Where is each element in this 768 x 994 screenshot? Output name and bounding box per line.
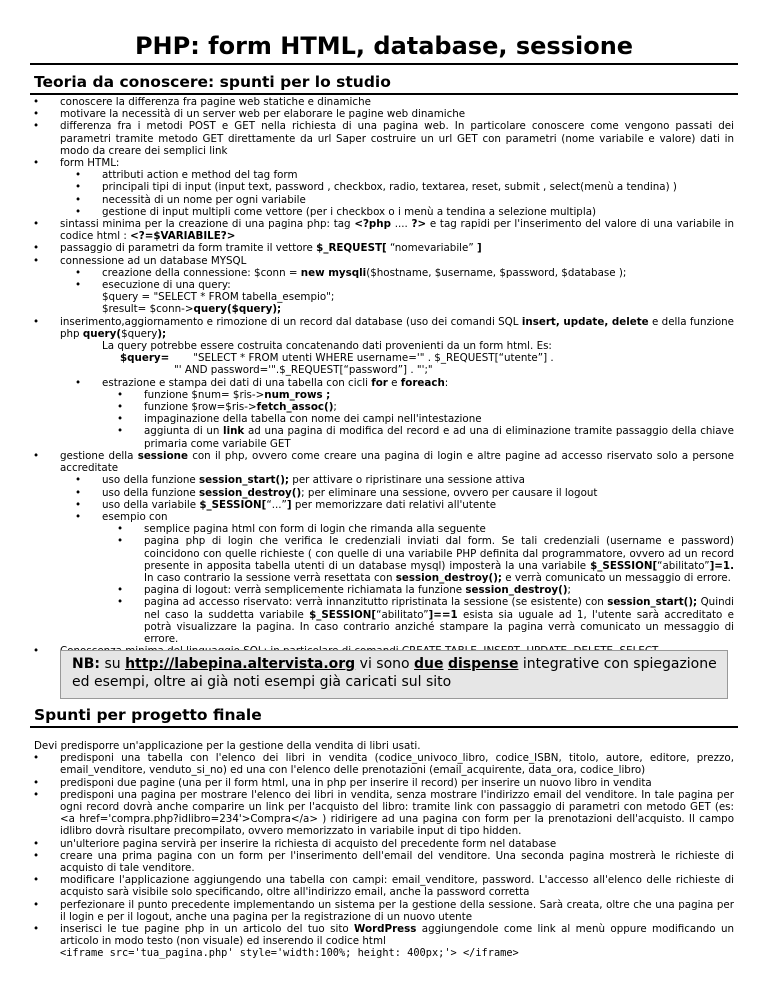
list-item: • gestione della sessione con il php, ovvero come creare una pagina di login e altre pagine ad accesso riservato solo a persone accreditate xyxy=(60,450,734,474)
section-heading-progetto: Spunti per progetto finale xyxy=(34,706,262,724)
list-item: • semplice pagina html con form di login che rimanda alla seguente xyxy=(60,523,734,535)
code-line: $result= $conn->query($query); xyxy=(102,303,282,316)
code-line: $query= "SELECT * FROM utenti WHERE username='" . $_REQUEST[“utente”] . xyxy=(120,352,554,365)
list-item: • modificare l'applicazione aggiungendo una tabella con campi: email_venditore, password. L'accesso all'elenco delle richieste di acquisto sarà visibile solo specificando, oltre all'indirizzo email, anche la password corretta xyxy=(60,874,734,898)
list-item: • predisponi una pagina per mostrare l'elenco dei libri in vendita, senza mostrare l'indirizzo email del venditore. In tale pagina per ogni record dovrà anche comparire un link per l'acquisto del libro: tramite link con passaggio di parametri con metodo GET (es: <a href='compra.php?idlibro=234'>Compra</a> ) ridirigere ad una pagina con form per la prenotazioni dell'acquisto. Il campo idlibro dovrà risultare precompilato, ovvero memorizzato in variabile input di tipo hidden. xyxy=(60,789,734,838)
list-item: • esecuzione di una query: xyxy=(60,279,734,291)
list-item: • funzione $row=$ris->fetch_assoc(); xyxy=(60,401,734,413)
list-item: • inserisci le tue pagine php in un articolo del tuo sito WordPress aggiungendole come link al menù oppure modificando un articolo in modo testo (non visuale) ed inserendo il codice html xyxy=(60,923,734,947)
list-item: • inserimento,aggiornamento e rimozione di un record dal database (uso dei comandi SQL insert, update, delete e della funzione php query($query); xyxy=(60,316,734,340)
text-line: La query potrebbe essere costruita concatenando dati provenienti da un form html. Es: xyxy=(102,340,552,353)
code-line: "' AND password='".$_REQUEST[“password”] . "';" xyxy=(174,364,433,377)
list-item: • uso della funzione session_start(); per attivare o ripristinare una sessione attiva xyxy=(60,474,734,486)
list-item: • gestione di input multipli come vettore (per i checkbox o i menù a tendina a selezione multipla) xyxy=(60,206,734,218)
list-item: • pagina ad accesso riservato: verrà innanzitutto ripristinata la sessione (se esistente) con session_start(); Quindi nel caso la suddetta variabile $_SESSION[“abilitato”]==1 esista sia uguale ad 1, l'utente sarà accreditato e potrà visualizzare la pagina. In caso contrario anziché stampare la pagina verrà comunicato un messaggio di errore. xyxy=(60,596,734,645)
list-item: • principali tipi di input (input text, password , checkbox, radio, textarea, reset, submit , select(menù a tendina) ) xyxy=(60,181,734,193)
theory-list xyxy=(60,96,734,657)
list-item: • differenza fra i metodi POST e GET nella richiesta di una pagina web. In particolare conoscere come vengono passati dei parametri tramite metodo GET direttamente da url Saper costruire un url GET con parametri (nome variabile e valore) dati in modo da creare dei semplici link xyxy=(60,120,734,157)
list-item: • predisponi due pagine (una per il form html, una in php per inserire il record) per inserire un nuovo libro in vendita xyxy=(60,777,734,789)
page-title: PHP: form HTML, database, sessione xyxy=(134,32,634,60)
list-item: • pagina di logout: verrà semplicemente richiamata la funzione session_destroy(); xyxy=(60,584,734,596)
list-item: • perfezionare il punto precedente implementando un sistema per la gestione della sessione. Sarà creata, oltre che una pagina per il login e per il logout, anche una pagina per la registrazione di un nuovo utente xyxy=(60,899,734,923)
list-item: • creare una prima pagina con un form per l'inserimento dell'email del venditore. Una seconda pagina mostrerà le richieste di acquisto di tale venditore. xyxy=(60,850,734,874)
list-item: • necessità di un nome per ogni variabile xyxy=(60,194,734,206)
list-item: • conoscere la differenza fra pagine web statiche e dinamiche xyxy=(60,96,734,108)
list-item: • connessione ad un database MYSQL xyxy=(60,255,734,267)
list-item: • estrazione e stampa dei dati di una tabella con cicli for e foreach: xyxy=(60,377,734,389)
list-item: • predisponi una tabella con l'elenco dei libri in vendita (codice_univoco_libro, codice_ISBN, titolo, autore, editore, prezzo, email_venditore, venduto_si_no) ed una con l'elenco delle prenotazioni (email_acquirente, data_ora, codice_libro) xyxy=(60,752,734,776)
list-item: • creazione della connessione: $conn = new mysqli($hostname, $username, $password, $database ); xyxy=(60,267,734,279)
section-rule-teoria xyxy=(30,93,738,95)
list-item: • aggiunta di un link ad una pagina di modifica del record e ad una di eliminazione tramite passaggio della chiave primaria come variabile GET xyxy=(60,425,734,449)
list-item: • passaggio di parametri da form tramite il vettore $_REQUEST[ “nomevariabile” ] xyxy=(60,242,734,254)
code-line: $query = "SELECT * FROM tabella_esempio"; xyxy=(102,291,335,304)
section-rule-progetto xyxy=(30,726,738,728)
code-line: <iframe src='tua_pagina.php' style='width:100%; height: 400px;'> </iframe> xyxy=(60,947,519,960)
list-item: • form HTML: xyxy=(60,157,734,169)
note-box: NB: su http://labepina.altervista.org vi sono due dispense integrative con spiegazione ed esempi, oltre ai già noti esempi già caricati sul sito xyxy=(60,650,728,699)
intro-text: Devi predisporre un'applicazione per la gestione della vendita di libri usati. xyxy=(34,740,421,752)
list-item: • uso della funzione session_destroy(); per eliminare una sessione, ovvero per causare il logout xyxy=(60,487,734,499)
site-link[interactable]: http://labepina.altervista.org xyxy=(125,656,356,672)
note-label: NB: xyxy=(72,656,100,672)
list-item: • uso della variabile $_SESSION[“...”] per memorizzare dati relativi all'utente xyxy=(60,499,734,511)
list-item: • attributi action e method del tag form xyxy=(60,169,734,181)
list-item: • funzione $num= $ris->num_rows ; xyxy=(60,389,734,401)
project-list xyxy=(34,740,734,960)
list-item: • pagina php di login che verifica le credenziali inviati dal form. Se tali credenziali (username e password) coincidono con quelle richieste ( con quelle di una variabile PHP definita dal programmatore, ovvero ad un record presente in apposita tabella utenti di un database mysql) imposterà la una variabile $_SESSION[“abilitato”]=1. In caso contrario la sessione verrà resettata con session_destroy(); e verrà comunicato un messaggio di errore. xyxy=(60,535,734,584)
list-item: • esempio con xyxy=(60,511,734,523)
list-item: • sintassi minima per la creazione di una pagina php: tag <?php .... ?> e tag rapidi per l'inserimento del valore di una variabile in codice html : <?=$VARIABILE?> xyxy=(60,218,734,242)
list-item: • motivare la necessità di un server web per elaborare le pagine web dinamiche xyxy=(60,108,734,120)
title-underline xyxy=(30,63,738,65)
list-item: • impaginazione della tabella con nome dei campi nell'intestazione xyxy=(60,413,734,425)
list-item: • un'ulteriore pagina servirà per inserire la richiesta di acquisto del precedente form nel database xyxy=(60,838,734,850)
section-heading-teoria: Teoria da conoscere: spunti per lo studio xyxy=(34,73,391,91)
